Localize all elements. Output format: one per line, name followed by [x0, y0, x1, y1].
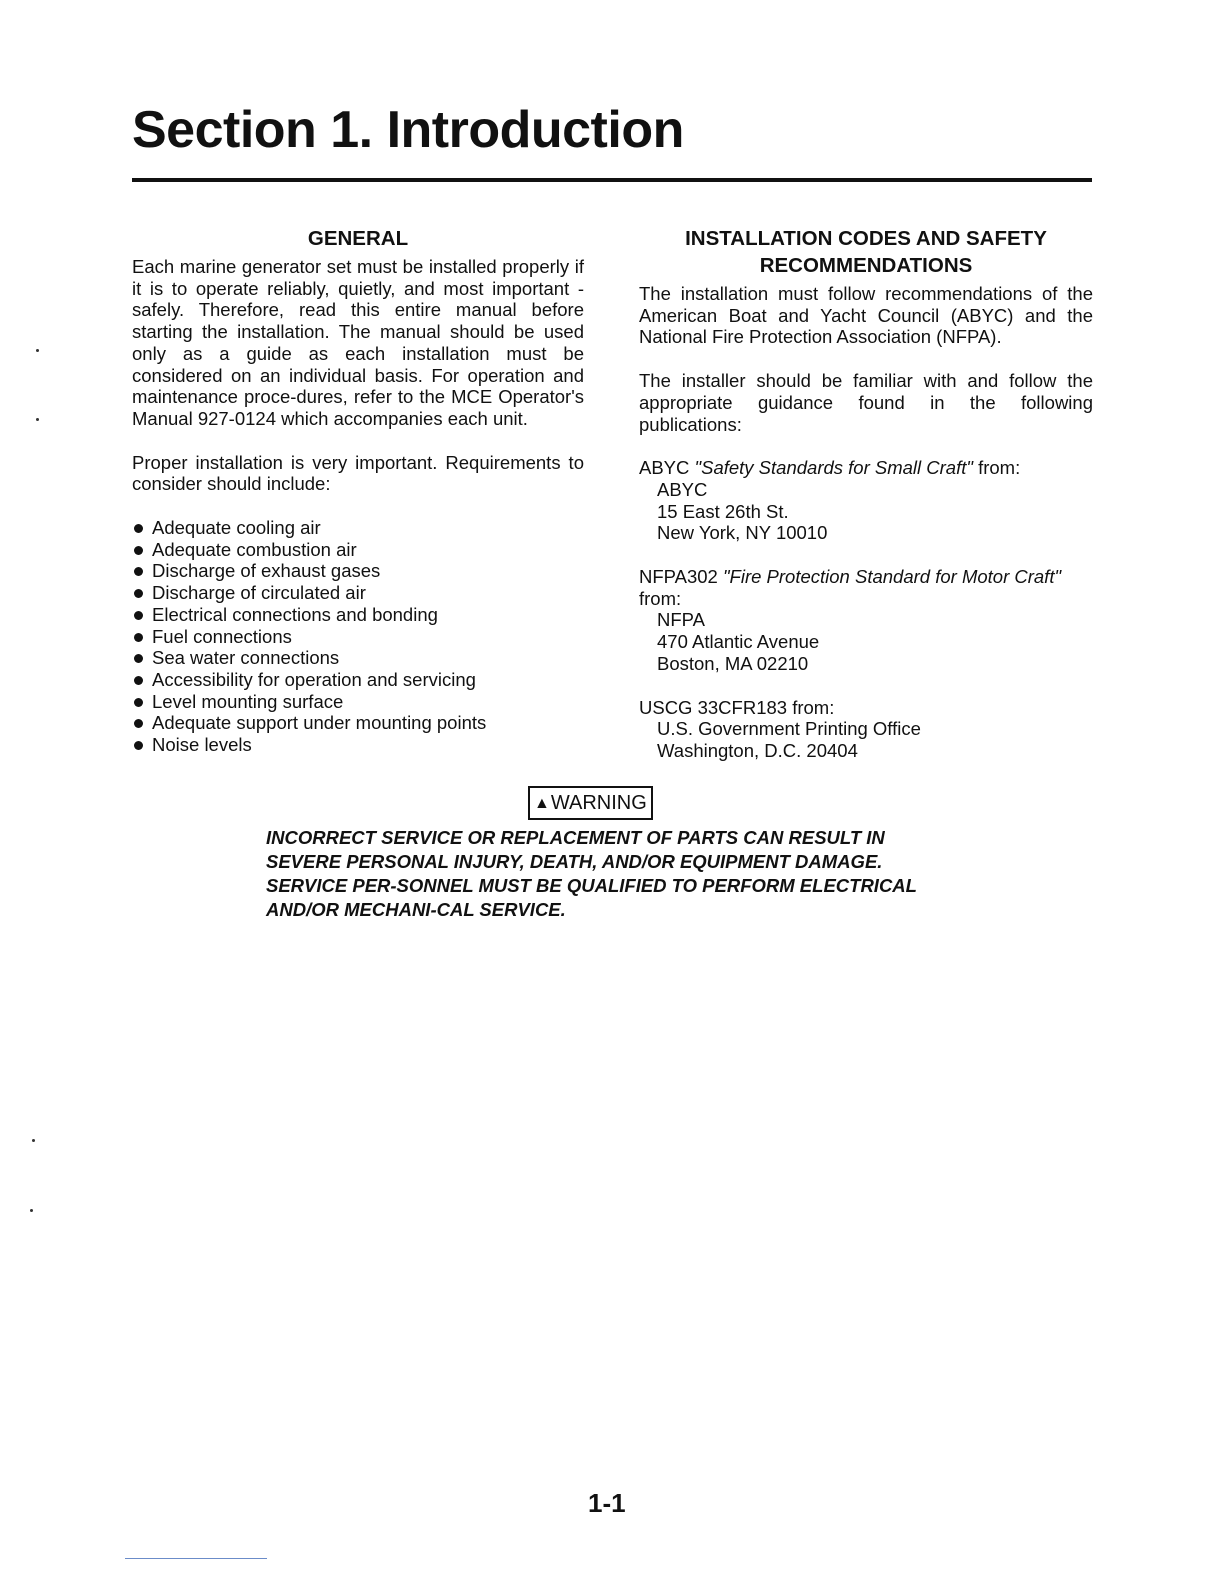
bullet-icon [134, 524, 143, 533]
list-item [132, 517, 584, 539]
spacer [639, 544, 1093, 566]
list-item [132, 626, 584, 648]
warning-text: INCORRECT SERVICE OR REPLACEMENT OF PARTS CAN RESULT IN SEVERE PERSONAL INJURY, DEATH, AND/OR EQUIPMENT DAMAGE. SERVICE PER-SONNEL MUST BE QUALIFIED TO PERFORM ELECTRICAL AND/OR MECHANI-CAL SERVICE. [266, 827, 917, 920]
reference-prefix: ABYC [639, 457, 695, 479]
reference-title: "Fire Protection Standard for Motor Craft" [722, 566, 1062, 588]
list-item-text: Adequate combustion air [152, 538, 357, 560]
list-item [132, 604, 584, 626]
reference-address-line: NFPA [657, 609, 705, 631]
list-item [132, 539, 584, 561]
bullet-icon [134, 611, 143, 620]
general-column [132, 225, 584, 756]
reference-address-line: ABYC [657, 478, 708, 500]
general-paragraph-1: Each marine generator set must be installed properly if it is to operate reliably, quietly, and most important - safely. Therefore, read this entire manual before starting the installation. The manual should be used only as a guide as each installation must be considered on an individual basis. For operation and maintenance proce-dures, refer to the MCE Operator's Manual 927-0124 which accompanies each unit. [132, 256, 584, 429]
list-item [132, 560, 584, 582]
scan-speck [30, 1209, 33, 1212]
spacer [639, 348, 1093, 370]
footer-divider [125, 1558, 267, 1559]
bullet-icon [134, 719, 143, 728]
scan-speck [36, 418, 39, 421]
reference-heading: USCG 33CFR183 from: [639, 696, 835, 718]
bullet-icon [134, 654, 143, 663]
scan-speck [32, 1139, 35, 1142]
bullet-icon [134, 546, 143, 555]
list-item-text: Sea water connections [152, 647, 340, 669]
list-item [132, 691, 584, 713]
spacer [132, 430, 584, 452]
list-item [132, 734, 584, 756]
list-item [132, 712, 584, 734]
reference-address-line: New York, NY 10010 [657, 522, 828, 544]
section-title: Section 1. Introduction [132, 101, 684, 159]
list-item-text: Noise levels [152, 734, 252, 756]
reference-nfpa [639, 566, 1093, 675]
list-item [132, 669, 584, 691]
general-heading: GENERAL [307, 227, 409, 250]
reference-address-line: 470 Atlantic Avenue [657, 631, 820, 653]
codes-heading [639, 225, 1093, 279]
bullet-icon [134, 633, 143, 642]
codes-paragraph-2: The installer should be familiar with and follow the appropriate guidance found in the following publications: [639, 370, 1093, 435]
bullet-icon [134, 676, 143, 685]
bullet-icon [134, 698, 143, 707]
list-item-text: Adequate cooling air [152, 517, 321, 539]
list-item [132, 647, 584, 669]
reference-address-line: Washington, D.C. 20404 [657, 739, 858, 761]
list-item-text: Adequate support under mounting points [152, 712, 487, 734]
page-number: 1-1 [588, 1488, 626, 1518]
warning-triangle-icon: ▲ [534, 795, 550, 812]
codes-paragraph-1: The installation must follow recommendations of the American Boat and Yacht Council (ABYC) and the National Fire Protection Association (NFPA). [639, 283, 1093, 348]
reference-title: "Safety Standards for Small Craft" [694, 457, 973, 479]
codes-heading-line-1: INSTALLATION CODES AND SAFETY [685, 227, 1047, 250]
general-paragraph-2: Proper installation is very important. Requirements to consider should include: [132, 451, 584, 495]
bullet-icon [134, 567, 143, 576]
spacer [639, 435, 1093, 457]
spacer [132, 495, 584, 517]
list-item-text: Electrical connections and bonding [152, 603, 438, 625]
list-item [132, 582, 584, 604]
list-item-text: Discharge of exhaust gases [152, 560, 381, 582]
requirements-list [132, 517, 584, 756]
bullet-icon [134, 741, 143, 750]
title-rule [132, 178, 1092, 182]
reference-heading [639, 566, 1093, 609]
list-item-text: Accessibility for operation and servicing [152, 668, 476, 690]
warning-badge [528, 786, 653, 820]
reference-address-line: U.S. Government Printing Office [657, 718, 921, 740]
codes-heading-line-2: RECOMMENDATIONS [759, 254, 973, 277]
reference-suffix: from: [639, 587, 682, 609]
list-item-text: Level mounting surface [152, 690, 344, 712]
codes-column [639, 225, 1093, 762]
reference-suffix: from: [972, 457, 1021, 479]
list-item-text: Discharge of circulated air [152, 582, 366, 604]
reference-heading [639, 457, 1093, 479]
reference-address-line: 15 East 26th St. [657, 500, 789, 522]
spacer [639, 675, 1093, 697]
reference-prefix: NFPA302 [639, 566, 723, 588]
scan-speck [36, 349, 39, 352]
list-item-text: Fuel connections [152, 625, 292, 647]
reference-address-line: Boston, MA 02210 [657, 652, 809, 674]
reference-uscg [639, 697, 1093, 762]
warning-label: WARNING [550, 792, 647, 814]
reference-abyc [639, 457, 1093, 544]
bullet-icon [134, 589, 143, 598]
